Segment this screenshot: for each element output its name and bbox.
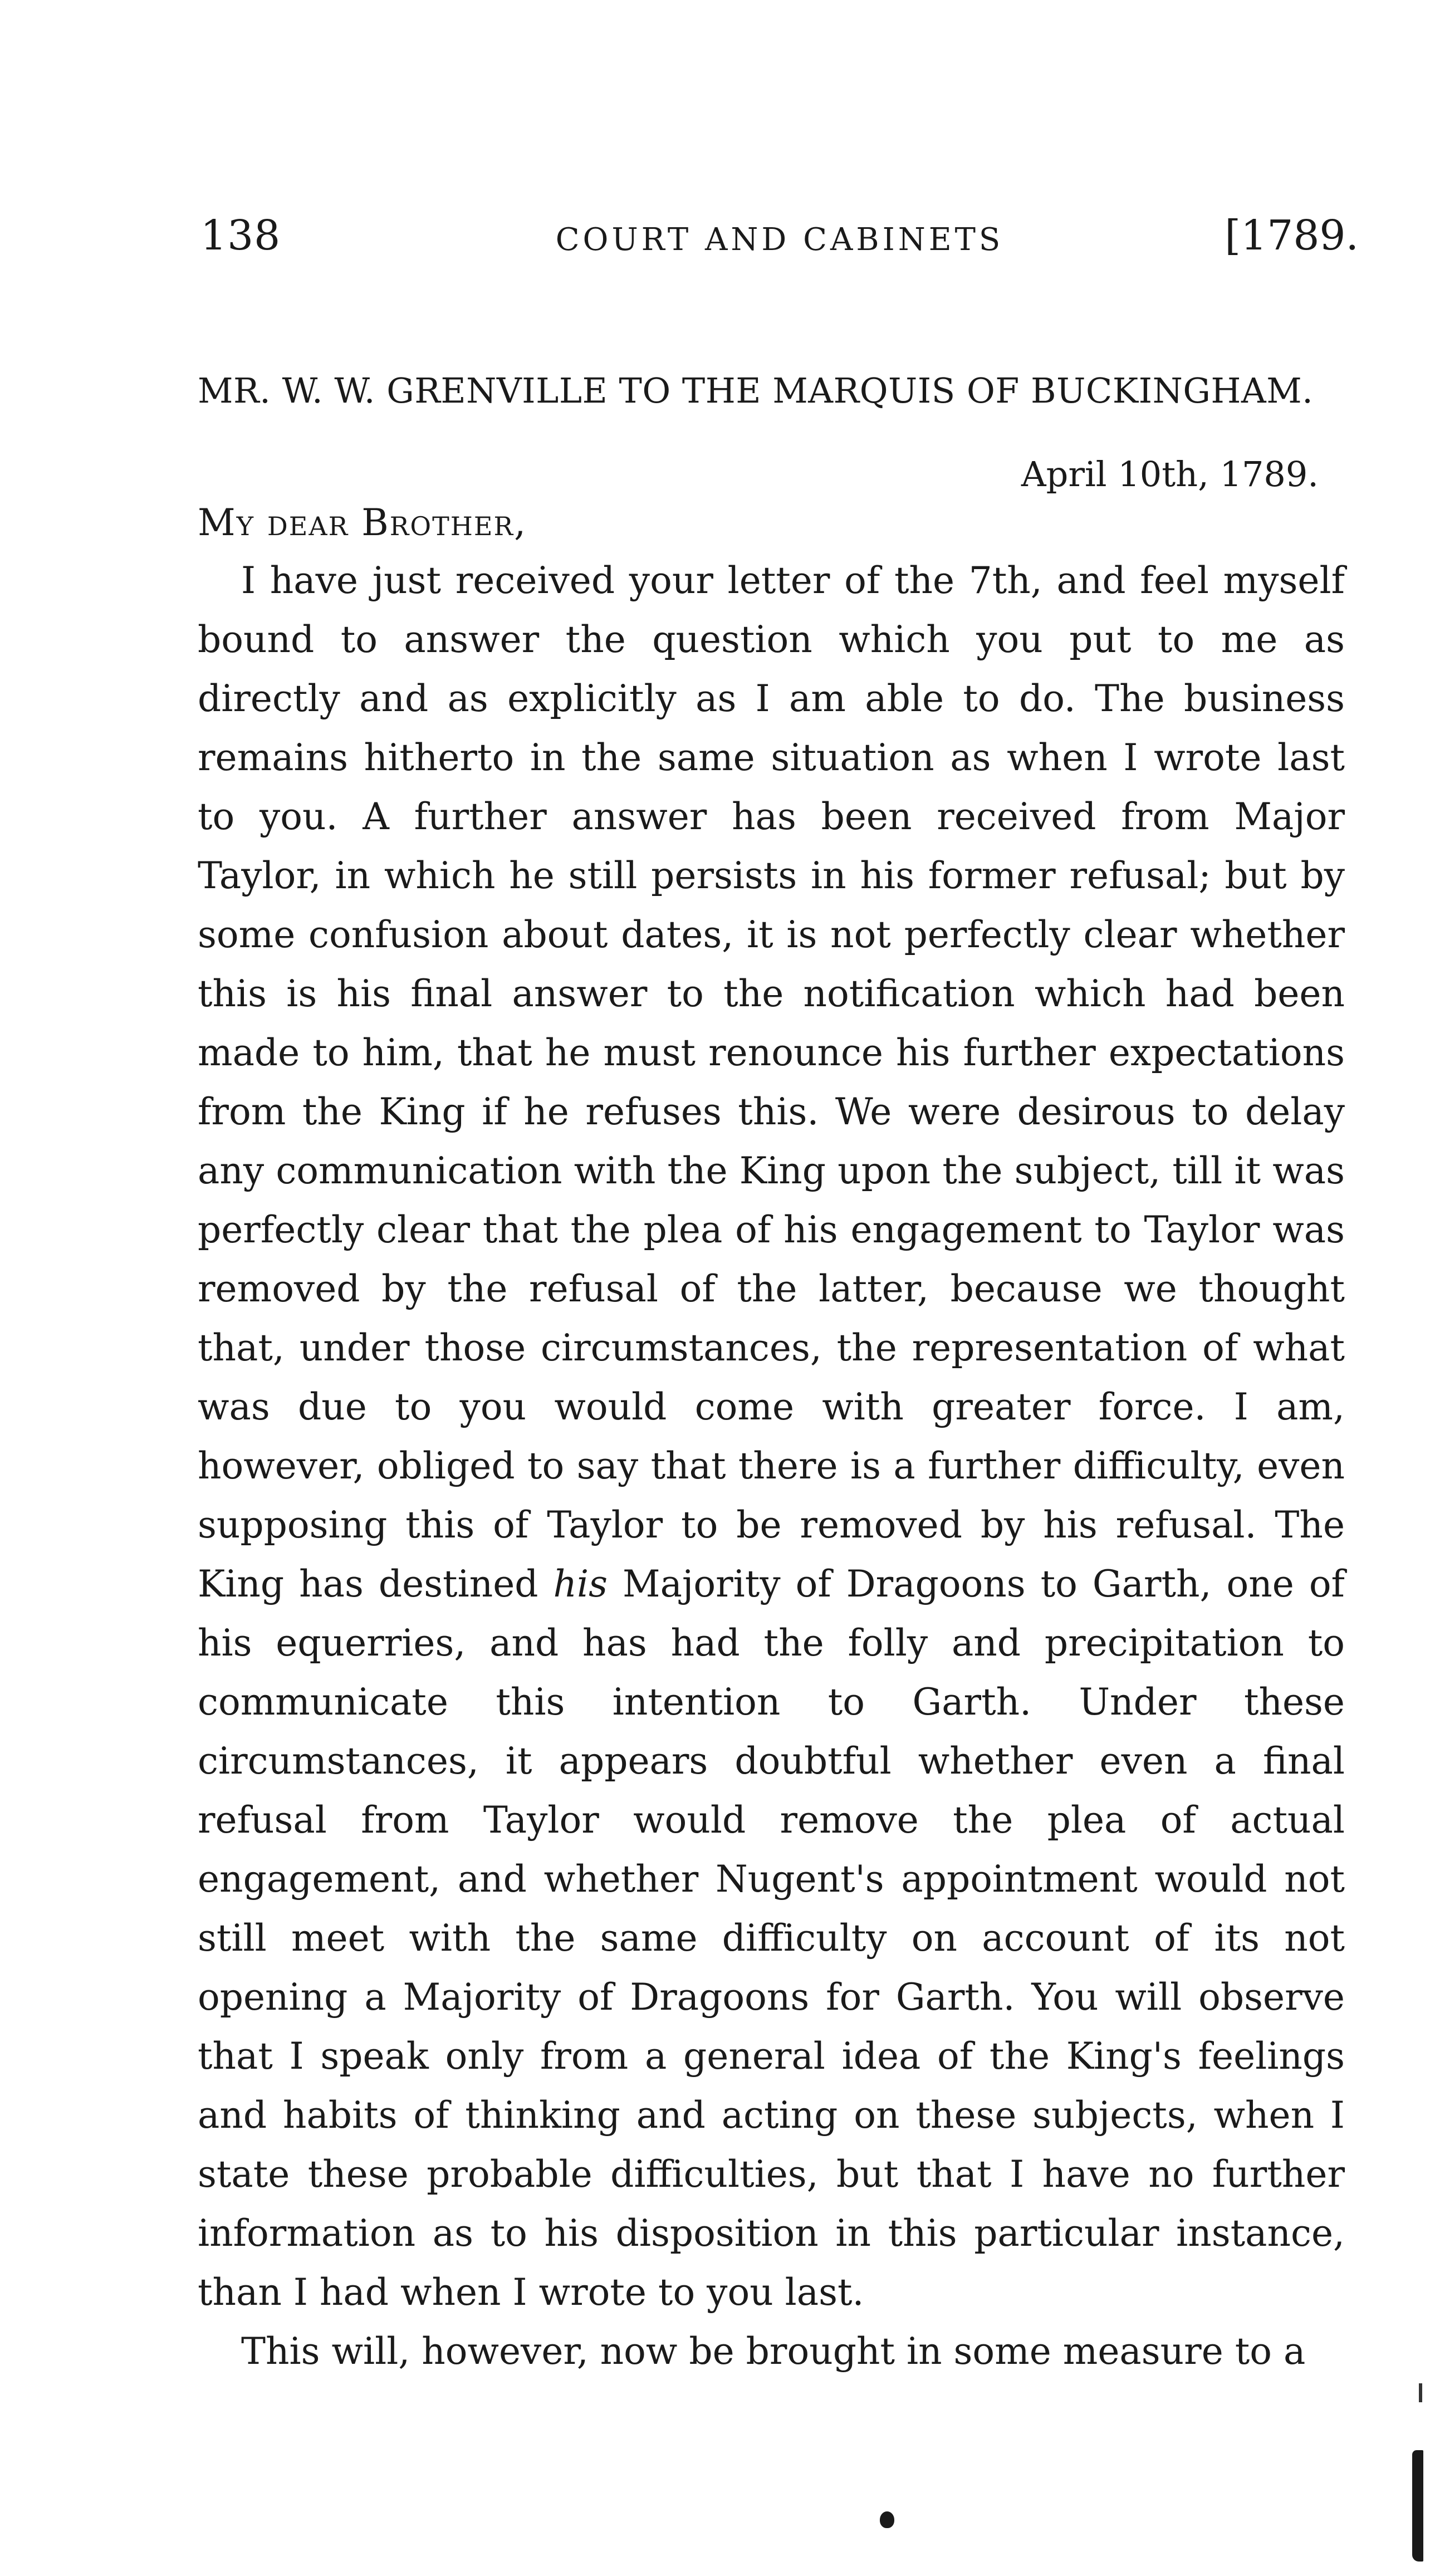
running-year: [1789. xyxy=(1225,212,1359,259)
paragraph-1-text-b: Majority of Dragoons to Garth, one of his equerries, and has had the folly and precipitation to communicate this intention to Garth. Under these circumstances, it appears doubtful whether even a final refusal from Taylor would remove the plea of actual engagement, and whether Nugent's appointment would not still meet with the same difficulty on account of its not opening a Majority of Dragoons for Garth. You will observe that I speak only from a general idea of the King's feelings and habits of thinking and acting on these subjects, when I state these probable difficulties, but that I have no further information as to his disposition in this particular instance, than I had when I wrote to you last. xyxy=(198,1563,1345,2314)
running-title: COURT AND CABINETS xyxy=(555,222,1004,258)
letter-heading: MR. W. W. GRENVILLE TO THE MARQUIS OF BUCKINGHAM. xyxy=(198,370,1314,411)
salutation: My dear Brother, xyxy=(198,501,527,544)
paragraph-2: This will, however, now be brought in some measure to a xyxy=(241,2330,1306,2373)
running-head xyxy=(200,212,1359,273)
edge-mark-large xyxy=(1412,2450,1423,2562)
letter-date: April 10th, 1789. xyxy=(1021,454,1319,494)
page-number: 138 xyxy=(200,212,281,259)
ink-spot-mark xyxy=(880,2511,894,2528)
paragraph-1-italic-word: his xyxy=(553,1563,608,1605)
paragraph-1-text-a: I have just received your letter of the 7th, and feel myself bound to answer the question which you put to me as directly and as explicitly as I am able to do. The business remains hitherto in the same situation as when I wrote last to you. A further answer has been received from Major Taylor, in which he still persists in his former refusal; but by some confusion about dates, it is not perfectly clear whether this is his final answer to the notification which had been made to him, that he must renounce his further expectations from the King if he refuses this. We were desirous to delay any communication with the King upon the subject, till it was perfectly clear that the plea of his engagement to Taylor was removed by the refusal of the latter, because we thought that, under those circumstances, the representation of what was due to you would come with greater force. I am, however, obliged to say that there is a further difficulty, even supposing this of Taylor to be removed by his refusal. The King has destined xyxy=(198,559,1345,1605)
letter-body xyxy=(198,551,1345,2381)
edge-mark-small xyxy=(1419,2383,1422,2402)
paragraph-1 xyxy=(198,551,1345,2322)
